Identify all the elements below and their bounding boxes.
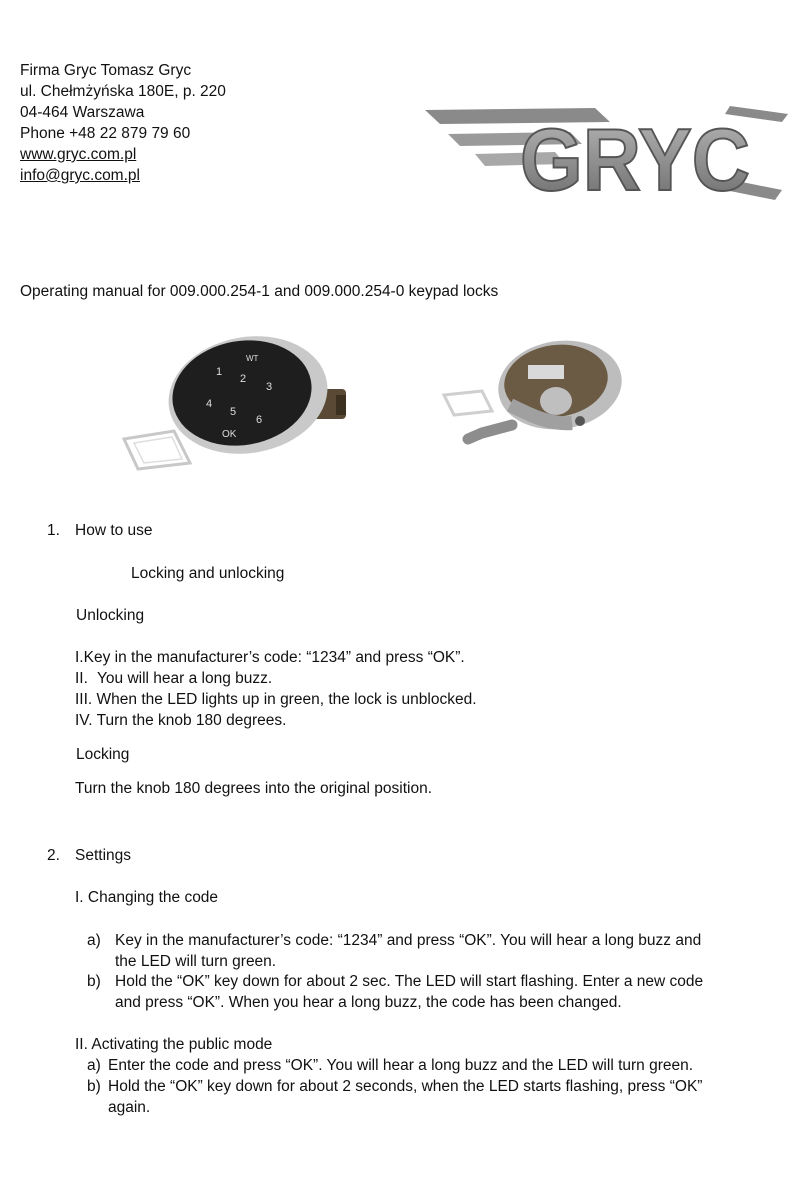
email-link[interactable]: info@gryc.com.pl <box>20 167 140 184</box>
change-code-item-b: b) Hold the “OK” key down for about 2 sec. The LED will start flashing. Enter a new code and press “OK”. When you hear a long buzz, the code has been changed. <box>87 973 704 1011</box>
unlock-step-1: I.Key in the manufacturer’s code: “1234” and press “OK”. <box>75 649 465 666</box>
keypad-lock-image <box>124 335 346 469</box>
section-2-heading <box>47 845 131 866</box>
key-5: 5 <box>230 406 237 418</box>
key-3: 3 <box>266 381 273 393</box>
unlock-step-3: III. When the LED lights up in green, the lock is unblocked. <box>75 691 477 708</box>
keypad-brand: WT <box>246 354 259 363</box>
changing-code-title: I. Changing the code <box>75 889 219 906</box>
section-1-title: How to use <box>75 522 153 539</box>
product-photos <box>110 335 630 481</box>
section-1-subheading: Locking and unlocking <box>131 565 285 582</box>
section-2-title: Settings <box>75 847 132 864</box>
key-1: 1 <box>216 366 223 378</box>
public-mode-title: II. Activating the public mode <box>75 1036 273 1053</box>
logo-text: GRYC <box>520 110 750 207</box>
section-1-number: 1. <box>47 522 60 539</box>
key-ok: OK <box>222 429 237 440</box>
street-address: ul. Chełmżyńska 180E, p. 220 <box>20 83 226 100</box>
phone-number: Phone +48 22 879 79 60 <box>20 125 191 142</box>
company-name: Firma Gryc Tomasz Gryc <box>20 62 192 79</box>
public-mode-item-b: b) Hold the “OK” key down for about 2 seconds, when the LED starts flashing, press “OK” again. <box>87 1078 703 1116</box>
key-4: 4 <box>206 398 213 410</box>
public-mode-item-a: a) Enter the code and press “OK”. You will hear a long buzz and the LED will turn green. <box>87 1057 694 1074</box>
key-2: 2 <box>240 373 247 385</box>
unlock-step-4: IV. Turn the knob 180 degrees. <box>75 712 287 729</box>
section-2-number: 2. <box>47 847 60 864</box>
city-address: 04-464 Warszawa <box>20 104 145 121</box>
locking-text: Turn the knob 180 degrees into the original position. <box>75 780 433 797</box>
company-address <box>20 60 226 186</box>
key-6: 6 <box>256 414 263 426</box>
lock-back-image <box>444 335 628 439</box>
section-1-heading <box>47 520 153 541</box>
gryc-logo <box>420 92 790 213</box>
unlock-step-2: II. You will hear a long buzz. <box>75 670 273 687</box>
change-code-item-a: a) Key in the manufacturer’s code: “1234” and press “OK”. You will hear a long buzz and the LED will turn green. <box>87 932 702 970</box>
manual-title: Operating manual for 009.000.254-1 and 009.000.254-0 keypad locks <box>20 283 499 300</box>
website-link[interactable]: www.gryc.com.pl <box>20 146 137 163</box>
locking-title: Locking <box>76 746 130 763</box>
unlocking-title: Unlocking <box>76 607 145 624</box>
